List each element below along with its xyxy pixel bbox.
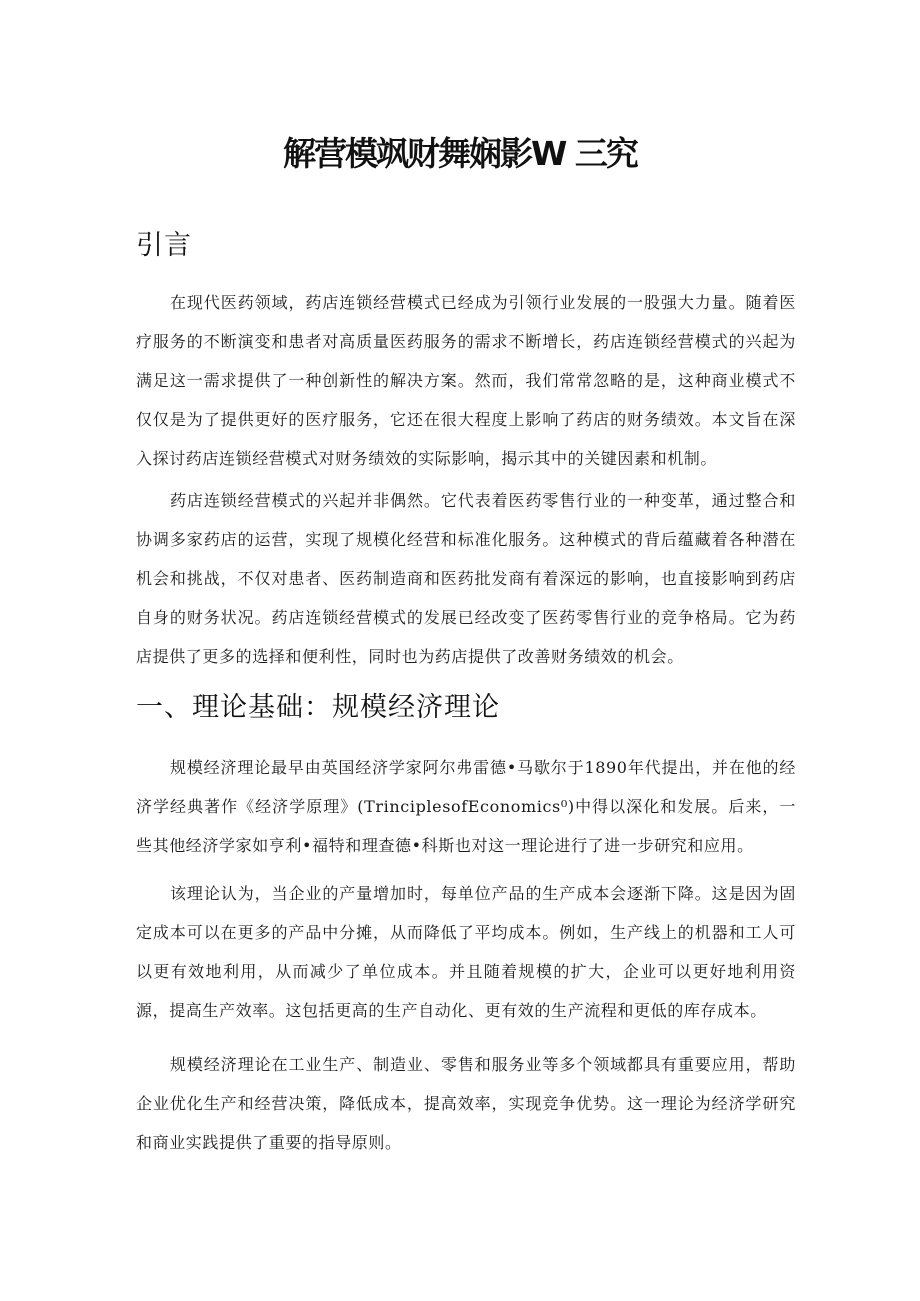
intro-heading: 引言: [136, 230, 192, 261]
document-title: 解营模飒财舞娴影W 三究: [283, 134, 637, 173]
intro-paragraph-2: 药店连锁经营模式的兴起并非偶然。它代表着医药零售行业的一种变革，通过整合和协调多家药店的运营，实现了规模化经营和标准化服务。这种模式的背后蕴藏着各种潜在机会和挑战，不仅对患者、医药制造商和医药批发商有着深远的影响，也直接影响到药店自身的财务状况。药店连锁经营模式的发展已经改变了医药零售行业的竞争格局。它为药店提供了更多的选择和便利性，同时也为药店提供了改善财务绩效的机会。: [136, 491, 796, 666]
section-1-paragraph-1: 规模经济理论最早由英国经济学家阿尔弗雷德•马歇尔于1890年代提出，并在他的经济学经典著作《经济学原理》(TrinciplesofEconomics⁰)中得以深化和发展。后来，一些其他经济学家如亨利•福特和理查德•科斯也对这一理论进行了进一步研究和应用。: [136, 758, 796, 855]
section-1-paragraph-3: 规模经济理论在工业生产、制造业、零售和服务业等多个领域都具有重要应用，帮助企业优化生产和经营决策，降低成本，提高效率，实现竞争优势。这一理论为经济学研究和商业实践提供了重要的指导原则。: [136, 1055, 796, 1152]
section-1-heading: 一、理论基础：规模经济理论: [136, 692, 500, 723]
section-1-paragraph-2: 该理论认为，当企业的产量增加时，每单位产品的生产成本会逐渐下降。这是因为固定成本可以在更多的产品中分摊，从而降低了平均成本。例如，生产线上的机器和工人可以更有效地利用，从而减少了单位成本。并且随着规模的扩大，企业可以更好地利用资源，提高生产效率。这包括更高的生产自动化、更有效的生产流程和更低的库存成本。: [136, 884, 796, 1020]
intro-paragraph-1: 在现代医药领域，药店连锁经营模式已经成为引领行业发展的一股强大力量。随着医疗服务的不断演变和患者对高质量医药服务的需求不断增长，药店连锁经营模式的兴起为满足这一需求提供了一种创新性的解决方案。然而，我们常常忽略的是，这种商业模式不仅仅是为了提供更好的医疗服务，它还在很大程度上影响了药店的财务绩效。本文旨在深入探讨药店连锁经营模式对财务绩效的实际影响，揭示其中的关键因素和机制。: [136, 293, 796, 468]
